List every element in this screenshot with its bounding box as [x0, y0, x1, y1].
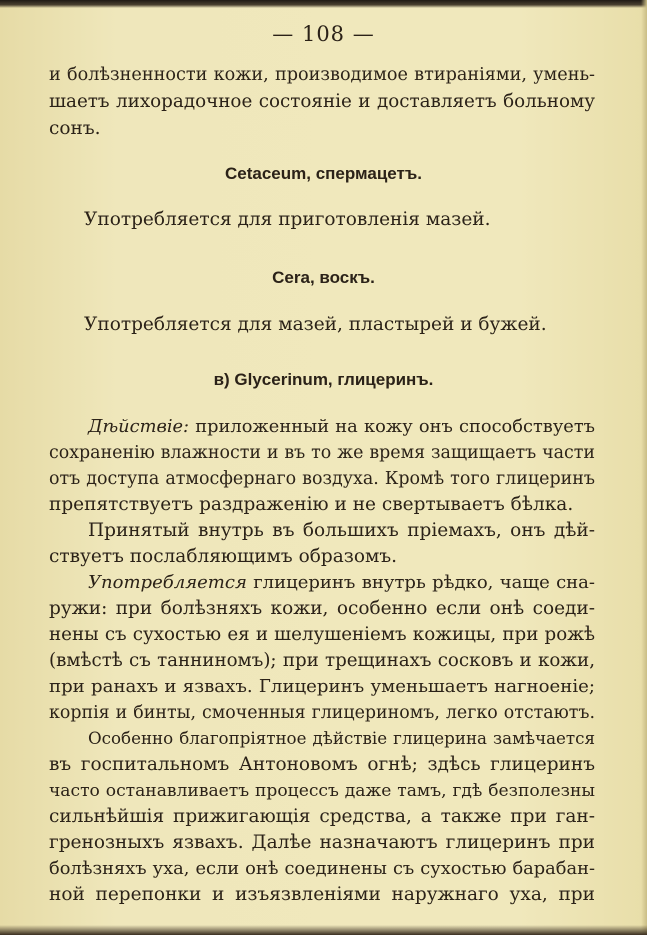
page-bottom-edge	[0, 925, 647, 935]
section-heading-glycerinum: в) Glycerinum, глицеринъ.	[213, 370, 434, 389]
text-line: и болѣзненности кожи, производимое втираніями, умень-	[49, 65, 595, 85]
text-line: при ранахъ и язвахъ. Глицеринъ уменьшаетъ нагноеніе;	[49, 676, 595, 697]
page-right-edge	[641, 0, 647, 935]
text-line: (вмѣстѣ съ танниномъ); при трещинахъ сосковъ и кожи,	[49, 650, 595, 671]
text-line: препятствуетъ раздраженію и не свертываетъ бѣлка.	[49, 494, 574, 515]
text-line: ружи: при болѣзняхъ кожи, особенно если онѣ соеди-	[49, 598, 595, 619]
text-line: сохраненію влажности и въ то же время защищаетъ части	[49, 443, 595, 463]
text-line: нены съ сухостью ея и шелушеніемъ кожицы, при рожѣ	[49, 624, 595, 645]
section-heading-cetaceum: Cetaceum, спермацетъ.	[225, 164, 422, 183]
text-line: въ госпитальномъ Антоновомъ огнѣ; здѣсь глицеринъ	[49, 754, 595, 775]
text-line: ствуетъ послабляющимъ образомъ.	[49, 546, 397, 567]
text-line: Употребляется для мазей, пластырей и бужей.	[84, 314, 547, 335]
text-line: часто останавливаетъ процессъ даже тамъ, гдѣ безполезны	[49, 781, 595, 801]
text-line: Особенно благопріятное дѣйствіе глицерина замѣчается	[88, 729, 595, 748]
section-heading-cera: Cera, воскъ.	[272, 268, 375, 287]
text-line: сильнѣйшія прижигающія средства, а также при ган-	[49, 806, 595, 827]
text-line: шаетъ лихорадочное состояніе и доставляетъ больному	[49, 91, 595, 112]
text-line: сонъ.	[49, 118, 101, 139]
text-line: гренозныхъ язвахъ. Далѣе назначаютъ глицеринъ при	[49, 832, 595, 853]
italic-lead-term: Употребляется	[88, 572, 247, 593]
text-run: глицеринъ внутрь рѣдко, чаще сна-	[253, 572, 596, 593]
text-line: Принятый внутрь въ большихъ пріемахъ, онъ дѣй-	[88, 520, 595, 541]
page-number: — 108 —	[272, 22, 375, 46]
text-line: Употребляется для приготовленія мазей.	[84, 209, 491, 230]
italic-lead-term: Дѣйствіе:	[88, 416, 190, 437]
text-line: корпія и бинты, смоченныя глицериномъ, легко отстаютъ.	[49, 703, 595, 723]
text-line: ной перепонки и изъязвленіями наружнаго уха, при	[49, 884, 595, 905]
text-line	[88, 570, 595, 596]
text-line	[88, 414, 595, 440]
text-run: приложенный на кожу онъ способствуетъ	[195, 416, 595, 437]
text-line: болѣзняхъ уха, если онѣ соединены съ сухостью барабан-	[49, 858, 595, 879]
page-top-edge	[0, 0, 647, 8]
text-line: отъ доступа атмосфернаго воздуха. Кромѣ того глицеринъ	[49, 469, 595, 489]
